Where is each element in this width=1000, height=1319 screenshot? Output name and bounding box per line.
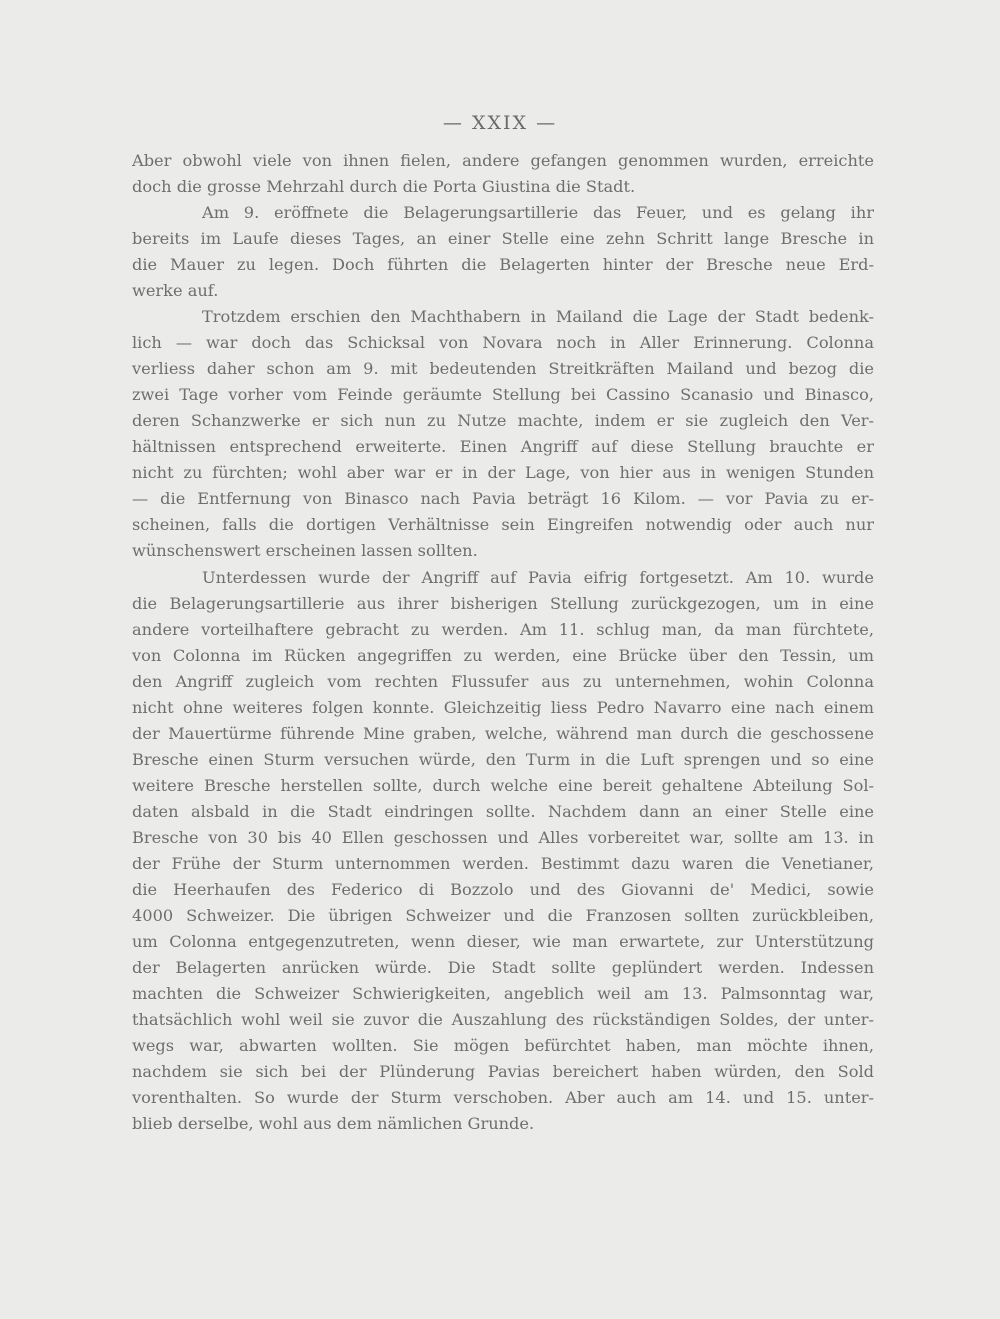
- text-line: die Belagerungsartillerie aus ihrer bisherigen Stellung zurückgezogen, um in eine: [132, 593, 874, 613]
- text-line: verliess daher schon am 9. mit bedeutenden Streitkräften Mailand und bezog die: [132, 359, 874, 379]
- text-line: vorenthalten. So wurde der Sturm verschoben. Aber auch am 14. und 15. unter-: [132, 1088, 874, 1108]
- text-line: bereits im Laufe dieses Tages, an einer Stelle eine zehn Schritt lange Bresche in: [132, 229, 874, 249]
- text-line: der Frühe der Sturm unternommen werden. Bestimmt dazu waren die Venetianer,: [132, 853, 874, 873]
- text-line: die Heerhaufen des Federico di Bozzolo und des Giovanni de' Medici, sowie: [132, 879, 874, 899]
- text-line: den Angriff zugleich vom rechten Flussufer aus zu unternehmen, wohin Colonna: [132, 671, 874, 691]
- text-line: wünschenswert erscheinen lassen sollten.: [132, 541, 478, 561]
- page-header: — XXIX —: [442, 112, 558, 134]
- text-line: die Mauer zu legen. Doch führten die Belagerten hinter der Bresche neue Erd-: [132, 255, 874, 275]
- text-line: daten alsbald in die Stadt eindringen sollte. Nachdem dann an einer Stelle eine: [132, 801, 874, 821]
- text-line: nicht zu fürchten; wohl aber war er in der Lage, von hier aus in wenigen Stunden: [132, 463, 874, 483]
- text-line: von Colonna im Rücken angegriffen zu werden, eine Brücke über den Tessin, um: [132, 645, 874, 665]
- text-line: lich — war doch das Schicksal von Novara noch in Aller Erinnerung. Colonna: [132, 333, 874, 353]
- text-line: thatsächlich wohl weil sie zuvor die Auszahlung des rückständigen Soldes, der unter-: [132, 1010, 874, 1030]
- text-line: Am 9. eröffnete die Belagerungsartillerie das Feuer, und es gelang ihr: [202, 203, 874, 223]
- text-line: machten die Schweizer Schwierigkeiten, angeblich weil am 13. Palmsonntag war,: [132, 984, 874, 1003]
- text-line: um Colonna entgegenzutreten, wenn dieser, wie man erwartete, zur Unterstützung: [132, 931, 874, 951]
- text-line: Trotzdem erschien den Machthabern in Mailand die Lage der Stadt bedenk-: [202, 307, 874, 327]
- text-line: hältnissen entsprechend erweiterte. Einen Angriff auf diese Stellung brauchte er: [132, 437, 874, 457]
- text-line: doch die grosse Mehrzahl durch die Porta Giustina die Stadt.: [132, 177, 636, 197]
- text-line: andere vorteilhaftere gebracht zu werden. Am 11. schlug man, da man fürchtete,: [132, 619, 874, 639]
- body-text: [132, 148, 874, 1137]
- text-line: Aber obwohl viele von ihnen fielen, andere gefangen genommen wurden, erreichte: [132, 151, 874, 170]
- text-line: scheinen, falls die dortigen Verhältnisse sein Eingreifen notwendig oder auch nur: [132, 515, 874, 535]
- text-line: deren Schanzwerke er sich nun zu Nutze machte, indem er sie zugleich den Ver-: [132, 411, 874, 431]
- text-line: zwei Tage vorher vom Feinde geräumte Stellung bei Cassino Scanasio und Binasco,: [132, 385, 874, 405]
- text-line: — die Entfernung von Binasco nach Pavia beträgt 16 Kilom. — vor Pavia zu er-: [132, 489, 874, 509]
- text-line: wegs war, abwarten wollten. Sie mögen befürchtet haben, man möchte ihnen,: [132, 1036, 874, 1056]
- text-line: nachdem sie sich bei der Plünderung Pavias bereichert haben würden, den Sold: [132, 1062, 874, 1082]
- text-line: blieb derselbe, wohl aus dem nämlichen Grunde.: [132, 1114, 535, 1134]
- text-line: Bresche von 30 bis 40 Ellen geschossen und Alles vorbereitet war, sollte am 13. in: [132, 827, 874, 847]
- text-line: der Mauertürme führende Mine graben, welche, während man durch die geschossene: [132, 723, 874, 743]
- text-line: nicht ohne weiteres folgen konnte. Gleichzeitig liess Pedro Navarro eine nach einem: [132, 697, 874, 717]
- text-line: 4000 Schweizer. Die übrigen Schweizer und die Franzosen sollten zurückbleiben,: [132, 905, 874, 925]
- text-line: Unterdessen wurde der Angriff auf Pavia eifrig fortgesetzt. Am 10. wurde: [202, 567, 874, 587]
- text-line: werke auf.: [132, 281, 219, 301]
- text-line: Bresche einen Sturm versuchen würde, den Turm in die Luft sprengen und so eine: [132, 749, 874, 769]
- text-line: der Belagerten anrücken würde. Die Stadt sollte geplündert werden. Indessen: [132, 957, 874, 977]
- text-line: weitere Bresche herstellen sollte, durch welche eine bereit gehaltene Abteilung Sol-: [132, 775, 874, 795]
